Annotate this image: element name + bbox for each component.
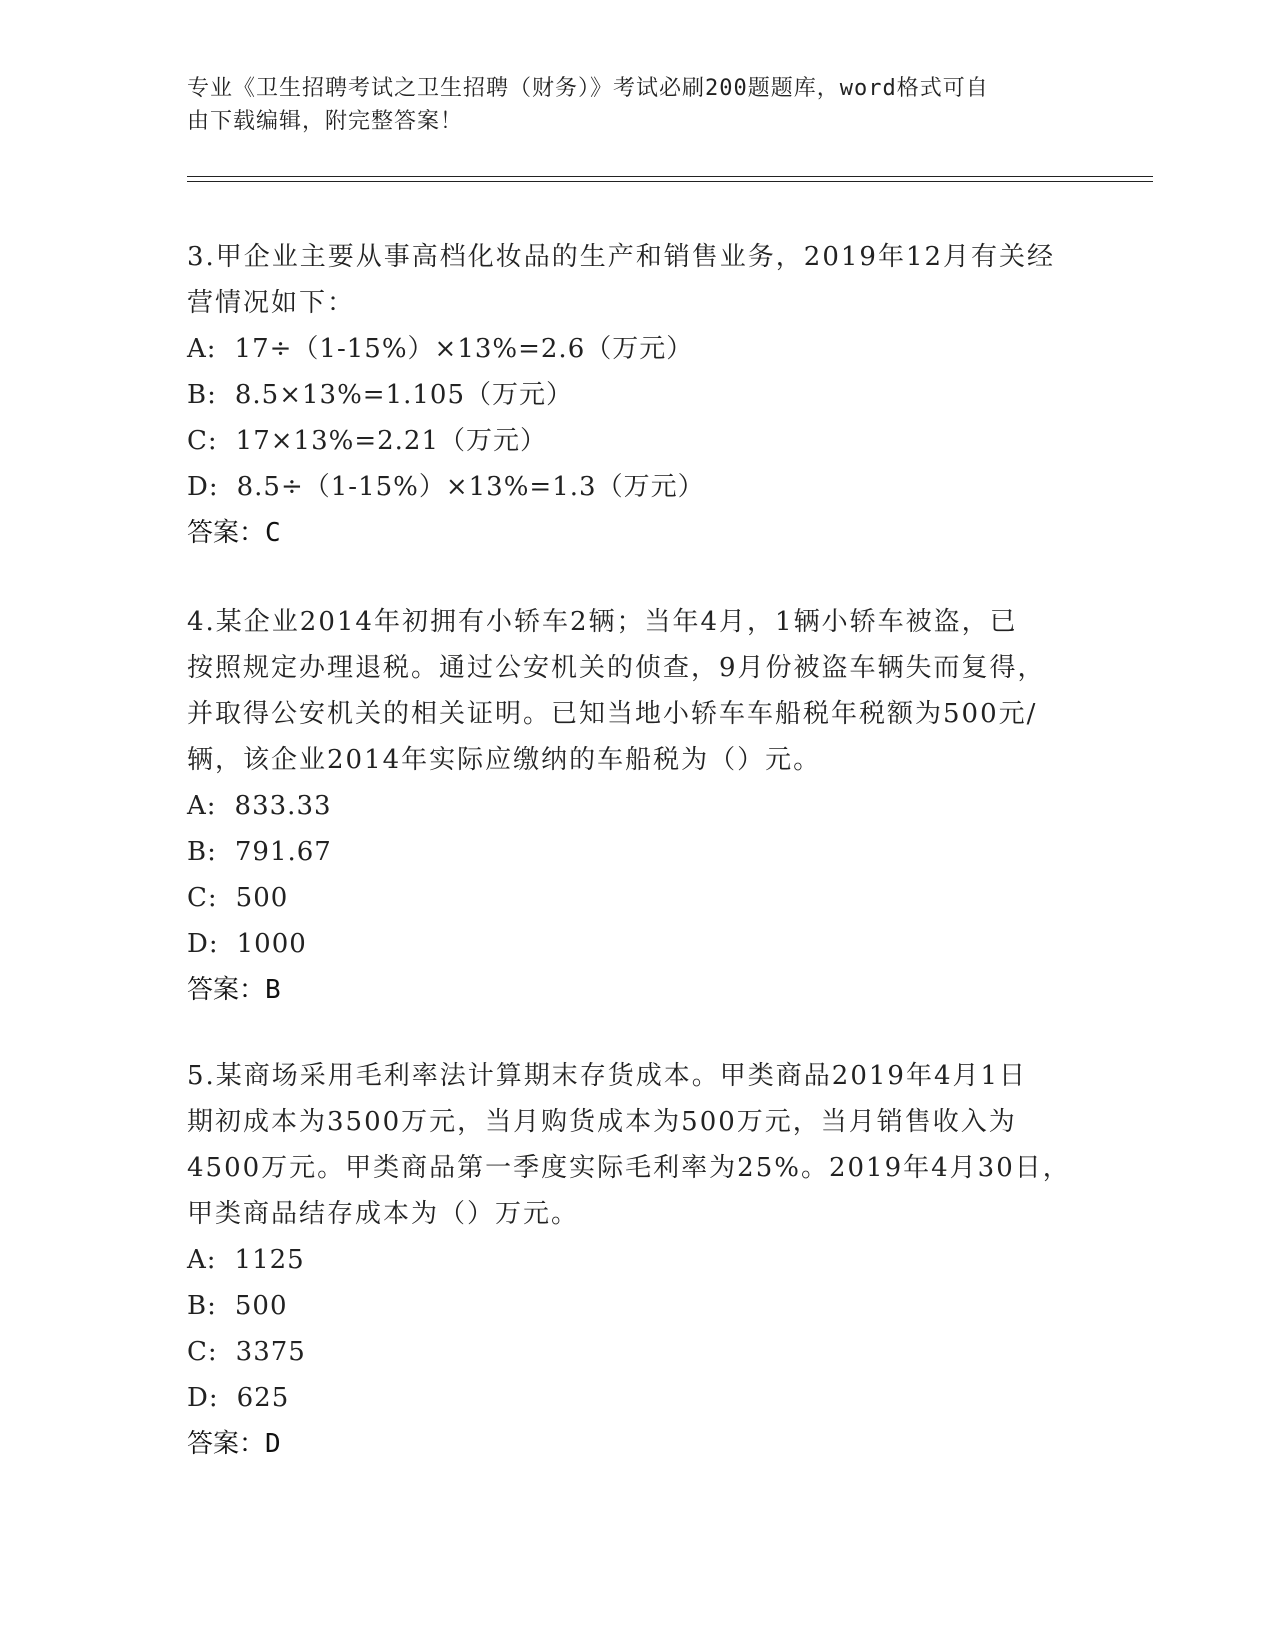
option-text: 1000 xyxy=(236,929,307,959)
header-line-2: 由下载编辑，附完整答案！ xyxy=(187,109,464,134)
option-b xyxy=(187,829,1087,875)
option-text: 1125 xyxy=(234,1245,305,1275)
option-text: 3375 xyxy=(235,1337,306,1367)
option-letter: C: xyxy=(187,883,218,913)
header-line-1: 专业《卫生招聘考试之卫生招聘（财务）》考试必刷200题题库，word格式可自 xyxy=(187,76,989,101)
header-divider-top xyxy=(187,176,1153,177)
option-c xyxy=(187,1329,1087,1375)
question-stem-line: 按照规定办理退税。通过公安机关的侦查，9月份被盗车辆失而复得， xyxy=(187,653,1046,683)
option-a xyxy=(187,326,1087,372)
option-text: 8.5÷（1-15%）×13%=1.3（万元） xyxy=(236,472,705,502)
answer-line: 答案：D xyxy=(187,1429,281,1459)
question-stem-line: 3.甲企业主要从事高档化妆品的生产和销售业务，2019年12月有关经 xyxy=(187,242,1056,272)
question-3 xyxy=(187,234,1087,556)
question-stem-line: 并取得公安机关的相关证明。已知当地小轿车车船税年税额为500元/ xyxy=(187,699,1038,729)
option-letter: C: xyxy=(187,426,218,456)
question-stem-line: 甲类商品结存成本为（）万元。 xyxy=(187,1199,580,1229)
question-stem-line: 5.某商场采用毛利率法计算期末存货成本。甲类商品2019年4月1日 xyxy=(187,1061,1028,1091)
option-d xyxy=(187,464,1087,510)
option-letter: B: xyxy=(187,837,217,867)
question-4 xyxy=(187,599,1087,1013)
option-b xyxy=(187,1283,1087,1329)
option-letter: D: xyxy=(187,472,219,502)
option-letter: C: xyxy=(187,1337,218,1367)
option-text: 833.33 xyxy=(234,791,332,821)
option-text: 8.5×13%=1.105（万元） xyxy=(234,380,574,410)
option-d xyxy=(187,921,1087,967)
option-d xyxy=(187,1375,1087,1421)
header-divider-bottom xyxy=(187,181,1153,182)
question-stem-line: 4.某企业2014年初拥有小轿车2辆；当年4月，1辆小轿车被盗，已 xyxy=(187,607,1018,637)
option-text: 17÷（1-15%）×13%=2.6（万元） xyxy=(234,334,694,364)
option-text: 17×13%=2.21（万元） xyxy=(235,426,547,456)
question-stem-line: 辆，该企业2014年实际应缴纳的车船税为（）元。 xyxy=(187,745,822,775)
option-letter: D: xyxy=(187,1383,219,1413)
question-stem-line: 期初成本为3500万元，当月购货成本为500万元，当月销售收入为 xyxy=(187,1107,1017,1137)
option-c xyxy=(187,418,1087,464)
answer-line: 答案：C xyxy=(187,518,281,548)
answer-line: 答案：B xyxy=(187,975,281,1005)
option-letter: D: xyxy=(187,929,219,959)
option-a xyxy=(187,1237,1087,1283)
option-c xyxy=(187,875,1087,921)
option-text: 791.67 xyxy=(234,837,332,867)
option-text: 625 xyxy=(236,1383,290,1413)
option-text: 500 xyxy=(235,883,289,913)
option-letter: A: xyxy=(187,1245,217,1275)
option-letter: B: xyxy=(187,1291,217,1321)
question-5 xyxy=(187,1053,1087,1467)
option-b xyxy=(187,372,1087,418)
document-header xyxy=(187,72,1067,138)
question-stem-line: 4500万元。甲类商品第一季度实际毛利率为25%。2019年4月30日， xyxy=(187,1153,1071,1183)
option-text: 500 xyxy=(234,1291,288,1321)
option-letter: B: xyxy=(187,380,217,410)
question-stem-line: 营情况如下： xyxy=(187,288,356,318)
option-letter: A: xyxy=(187,334,217,364)
option-a xyxy=(187,783,1087,829)
option-letter: A: xyxy=(187,791,217,821)
